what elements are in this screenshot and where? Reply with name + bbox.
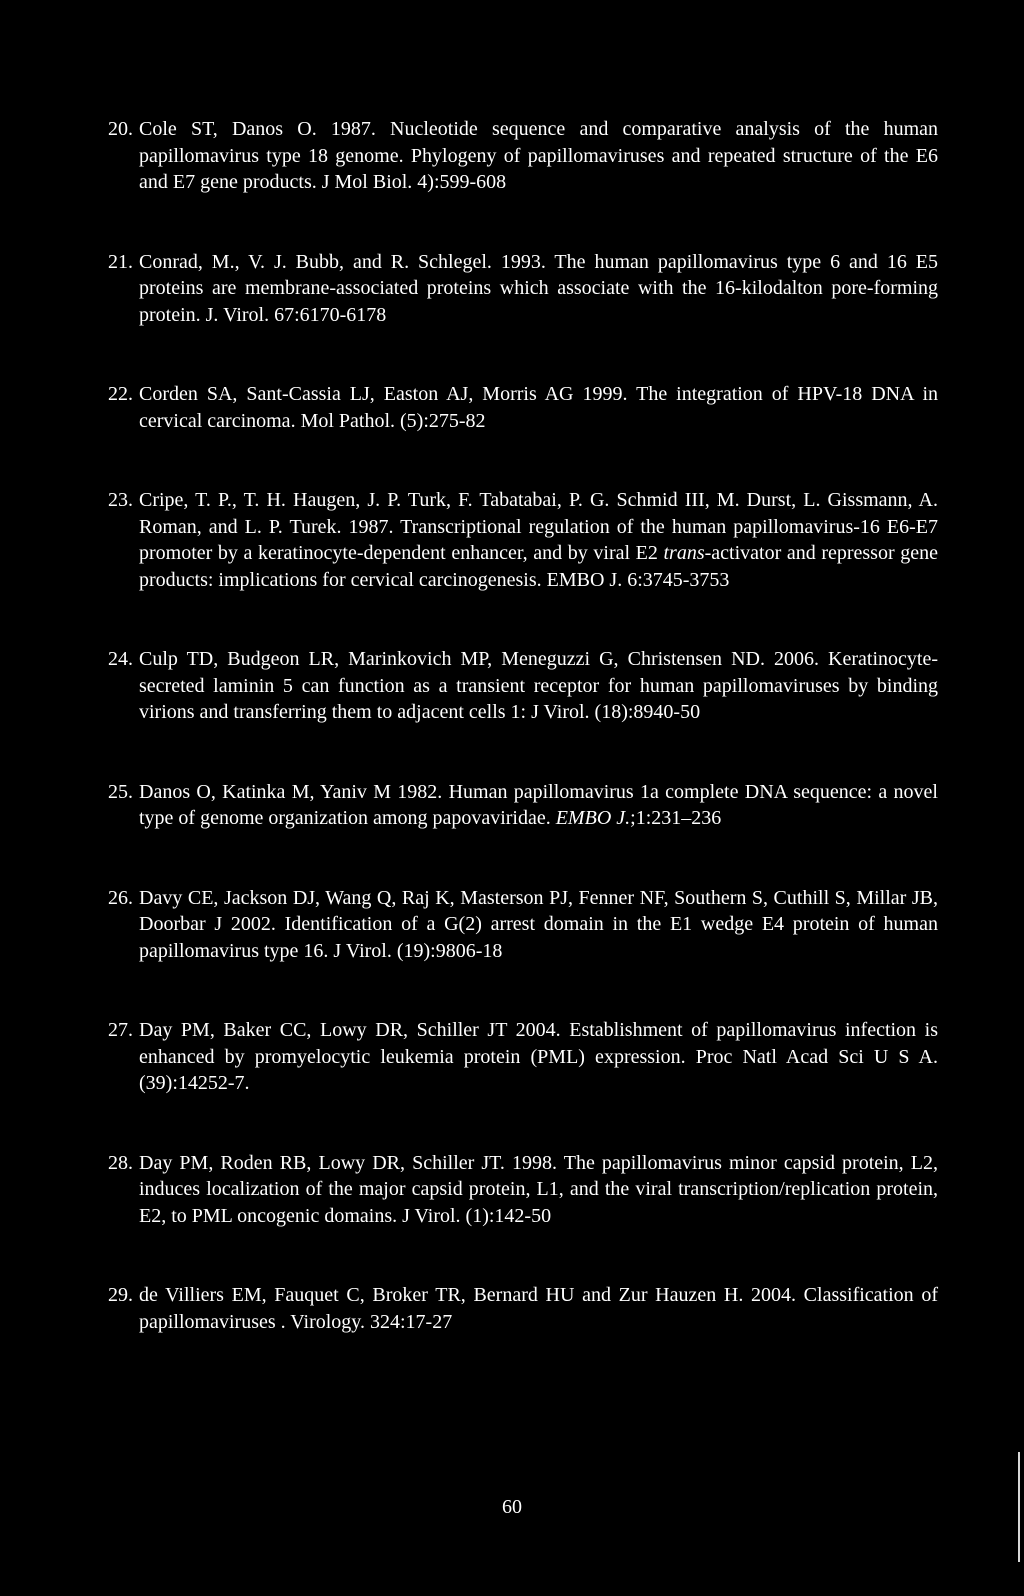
- reference-italic-segment: EMBO J.: [555, 807, 631, 829]
- reference-item: [108, 1017, 938, 1097]
- reference-segment: ;1:231–236: [630, 807, 722, 829]
- reference-number: 20.: [108, 118, 133, 140]
- reference-text: [139, 646, 938, 726]
- scan-edge-mark: [1018, 1452, 1020, 1562]
- reference-text: [139, 1017, 938, 1097]
- reference-segment: Danos O, Katinka M, Yaniv M 1982. Human papillomavirus 1a complete DNA sequence: a novel type of genome organization among papovaviridae.: [139, 780, 938, 829]
- reference-number: 26.: [108, 886, 133, 909]
- reference-segment: Davy CE, Jackson DJ, Wang Q, Raj K, Masterson PJ, Fenner NF, Southern S, Cuthill S, Millar JB, Doorbar J 2002. Identification of a G(2) arrest domain in the E1 wedge E4 protein of human papillomavirus type 16. J Virol. (19):9806-18: [139, 886, 938, 962]
- reference-item: [108, 381, 938, 434]
- reference-item: [108, 487, 938, 593]
- reference-number: 24.: [108, 648, 133, 670]
- reference-segment: de Villiers EM, Fauquet C, Broker TR, Bernard HU and Zur Hauzen H. 2004. Classification of papillomaviruses . Virology. 324:17-27: [139, 1284, 938, 1333]
- reference-number: 28.: [108, 1151, 133, 1174]
- reference-text: [139, 249, 938, 329]
- reference-number: 21.: [108, 250, 133, 273]
- reference-text: [139, 885, 938, 965]
- reference-text: [139, 1150, 938, 1230]
- reference-segment: Conrad, M., V. J. Bubb, and R. Schlegel. 1993. The human papillomavirus type 6 and 16 E5 proteins are membrane-associated proteins which associate with the 16-kilodalton pore-forming protein. J. Virol. 67:6170-6178: [139, 250, 938, 326]
- reference-italic-segment: trans: [663, 542, 705, 564]
- reference-item: [108, 646, 938, 726]
- page-number: 60: [502, 1496, 522, 1518]
- reference-item: [108, 1282, 938, 1335]
- reference-text: [139, 779, 938, 832]
- reference-number: 23.: [108, 489, 133, 511]
- reference-item: [108, 779, 938, 832]
- reference-segment: Day PM, Roden RB, Lowy DR, Schiller JT. 1998. The papillomavirus minor capsid protein, L2, induces localization of the major capsid protein, L1, and the viral transcription/replication protein, E2, to PML oncogenic domains. J Virol. (1):142-50: [139, 1151, 938, 1227]
- reference-number: 25.: [108, 780, 133, 803]
- reference-text: [139, 487, 938, 593]
- reference-segment: Cole ST, Danos O. 1987. Nucleotide sequence and comparative analysis of the human papillomavirus type 18 genome. Phylogeny of papillomaviruses and repeated structure of the E6 and E7 gene products. J Mol Biol. 4):599-608: [139, 118, 938, 193]
- reference-text: [139, 381, 938, 434]
- reference-item: [108, 1150, 938, 1230]
- reference-segment: Corden SA, Sant-Cassia LJ, Easton AJ, Morris AG 1999. The integration of HPV-18 DNA in cervical carcinoma. Mol Pathol. (5):275-82: [139, 383, 938, 432]
- reference-text: [139, 1282, 938, 1335]
- reference-item: [108, 116, 938, 196]
- reference-number: 27.: [108, 1019, 133, 1041]
- reference-text: [139, 116, 938, 196]
- reference-segment: -activator and repressor gene products: implications for cervical carcinogenesis. EMBO J. 6:3745-3753: [139, 542, 938, 591]
- reference-list: [108, 116, 938, 1388]
- reference-segment: Day PM, Baker CC, Lowy DR, Schiller JT 2004. Establishment of papillomavirus infection is enhanced by promyelocytic leukemia protein (PML) expression. Proc Natl Acad Sci U S A. (39):14252-7.: [139, 1019, 938, 1094]
- reference-segment: Culp TD, Budgeon LR, Marinkovich MP, Meneguzzi G, Christensen ND. 2006. Keratinocyte-secreted laminin 5 can function as a transient receptor for human papillomaviruses by binding virions and transferring them to adjacent cells 1: J Virol. (18):8940-50: [139, 648, 938, 723]
- reference-item: [108, 885, 938, 965]
- reference-number: 22.: [108, 383, 133, 405]
- reference-segment: Cripe, T. P., T. H. Haugen, J. P. Turk, F. Tabatabai, P. G. Schmid III, M. Durst, L. Gissmann, A. Roman, and L. P. Turek. 1987. Transcriptional regulation of the human papillomavirus-16 E6-E7 promoter by a keratinocyte-dependent enhancer, and by viral E2: [139, 489, 938, 564]
- reference-item: [108, 249, 938, 329]
- reference-number: 29.: [108, 1284, 133, 1306]
